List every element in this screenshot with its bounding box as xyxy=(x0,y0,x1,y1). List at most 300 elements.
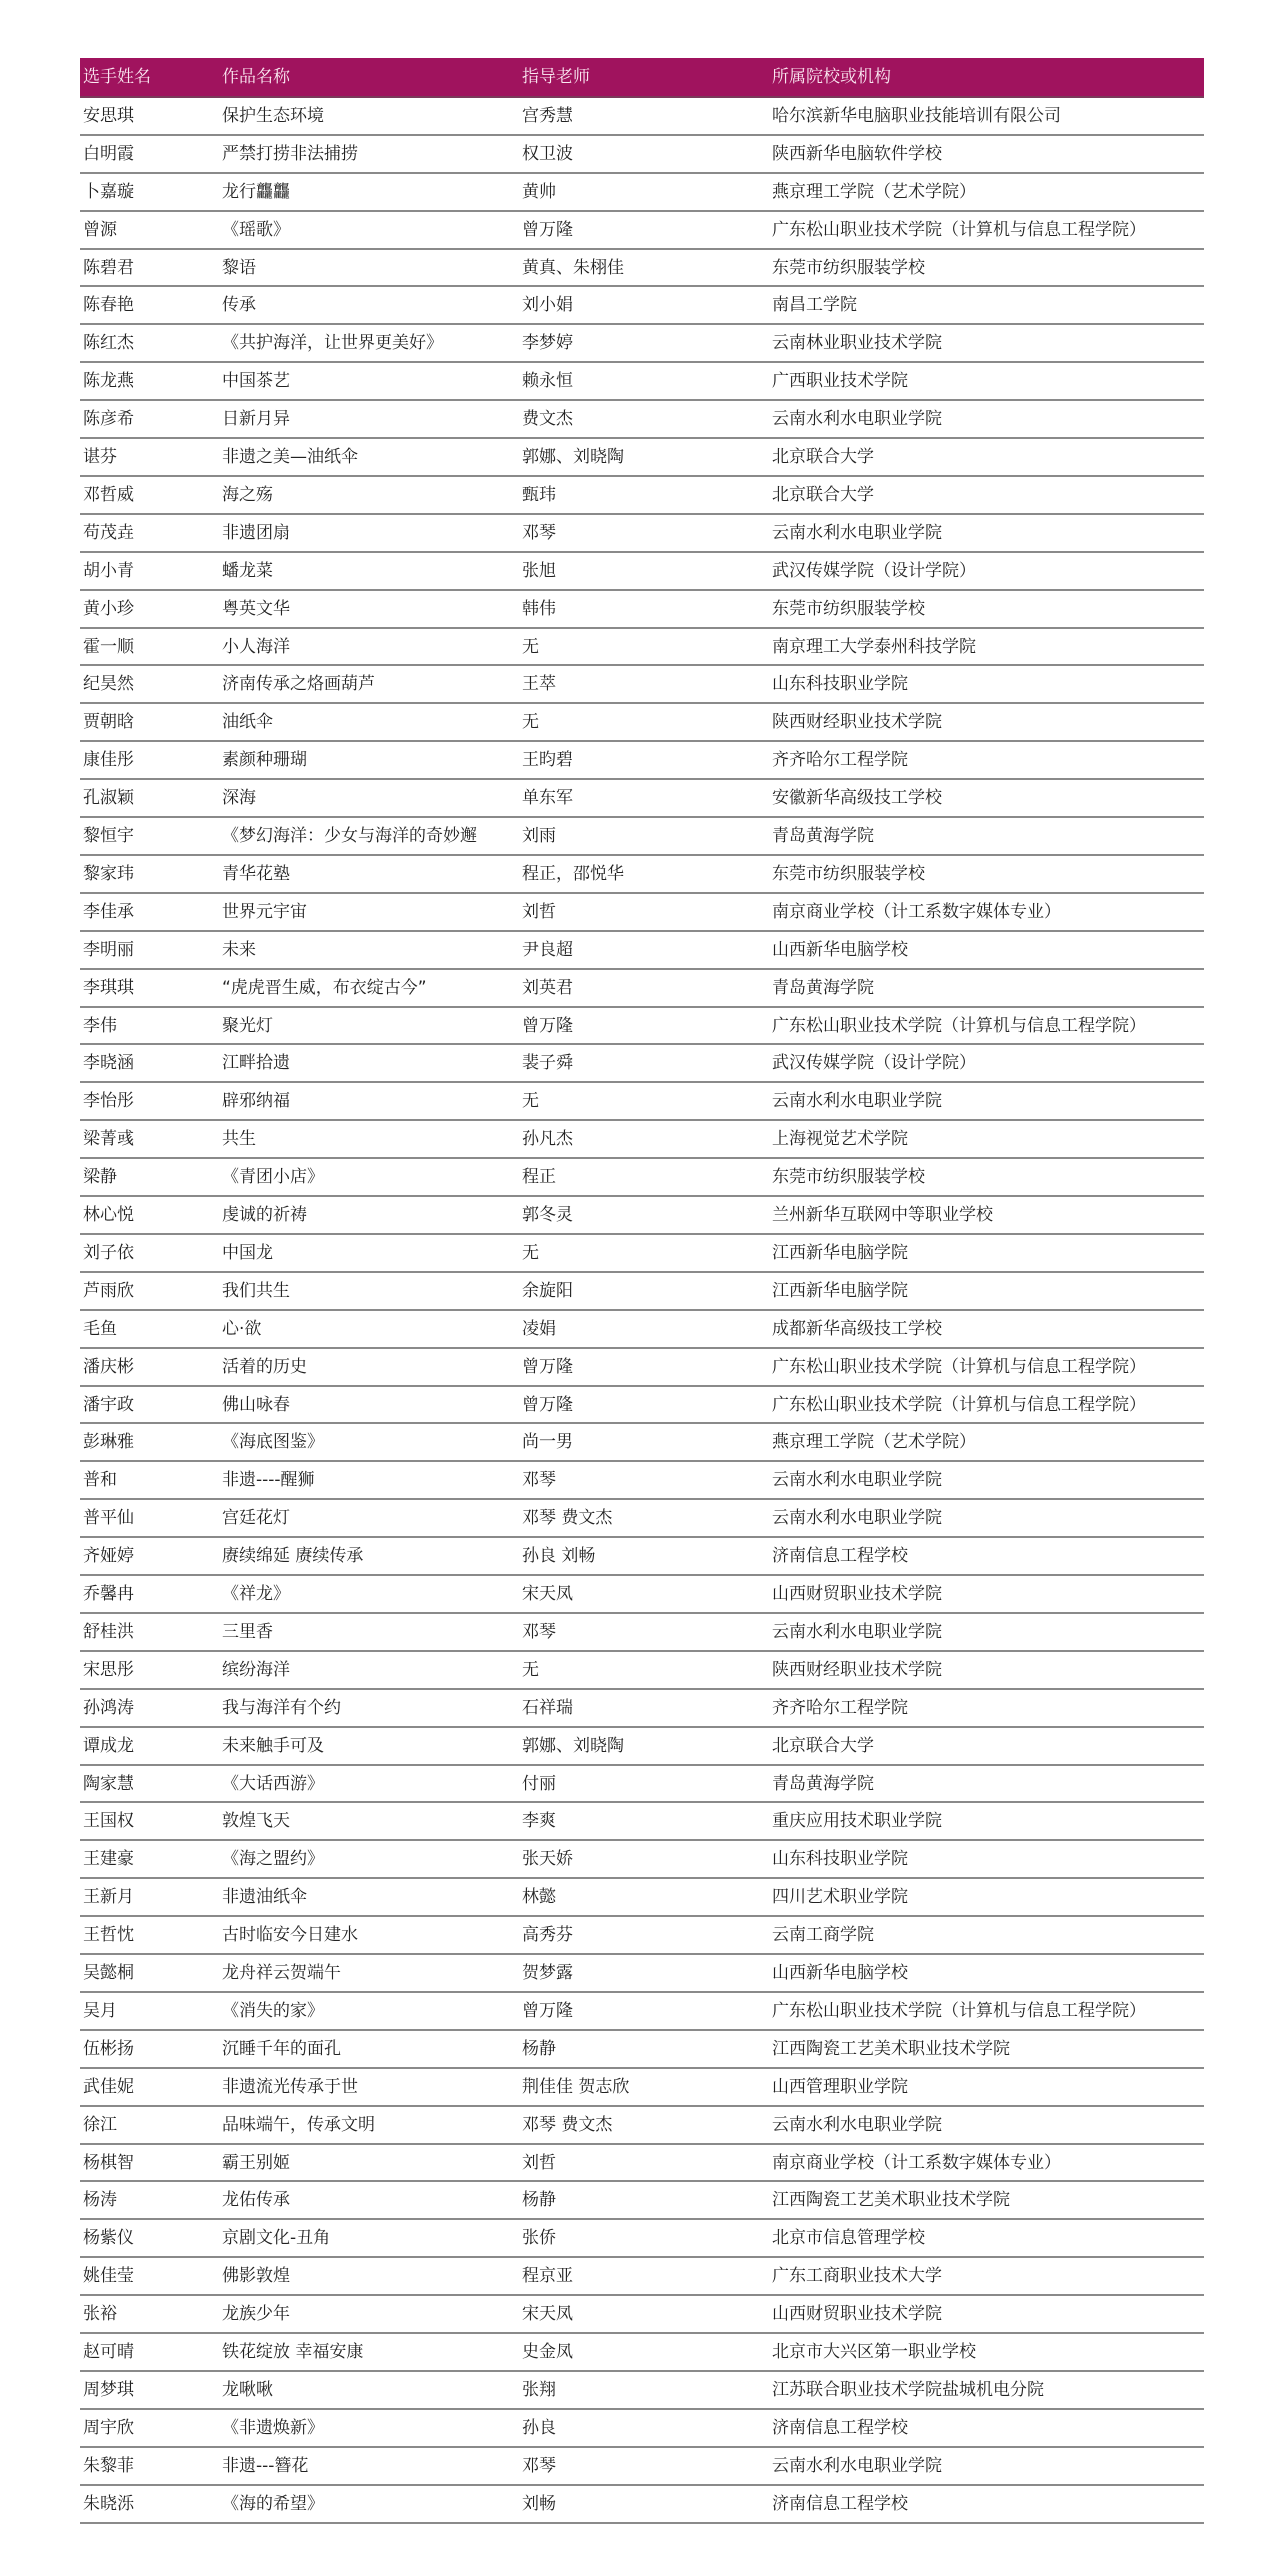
cell-name: 安思琪 xyxy=(83,106,134,126)
cell-work: 品味端午，传承文明 xyxy=(222,2114,375,2135)
table-row xyxy=(80,1311,1204,1349)
cell-teacher: 程京亚 xyxy=(522,2266,573,2287)
cell-work: 辟邪纳福 xyxy=(222,1091,290,1112)
cell-institution: 云南水利水电职业学院 xyxy=(772,1621,942,1642)
cell-institution: 北京联合大学 xyxy=(772,446,874,467)
cell-work: 《海之盟约》 xyxy=(222,1849,324,1870)
cell-institution: 青岛黄海学院 xyxy=(772,825,874,846)
table-row xyxy=(80,2220,1204,2258)
cell-teacher: 黄真、朱栩佳 xyxy=(522,257,624,278)
cell-work: 中国茶艺 xyxy=(222,371,290,392)
table-row xyxy=(80,287,1204,325)
cell-teacher: 无 xyxy=(522,1659,539,1680)
table-row xyxy=(80,1652,1204,1690)
cell-work: 活着的历史 xyxy=(222,1356,307,1377)
table-row xyxy=(80,1500,1204,1538)
cell-name: 刘子依 xyxy=(83,1242,134,1263)
cell-name: 李晓涵 xyxy=(83,1053,134,1074)
cell-work: 龙舟祥云贺端午 xyxy=(222,1962,341,1983)
cell-work: 我们共生 xyxy=(222,1280,290,1301)
cell-work: 严禁打捞非法捕捞 xyxy=(222,143,358,164)
cell-work: 龙佑传承 xyxy=(222,2190,290,2211)
cell-name: 吴月 xyxy=(83,2000,117,2021)
cell-institution: 济南信息工程学校 xyxy=(772,1546,908,1567)
cell-teacher: 李爽 xyxy=(522,1811,556,1832)
cell-teacher: 孙良 刘畅 xyxy=(522,1546,596,1567)
cell-institution: 青岛黄海学院 xyxy=(772,1773,874,1794)
cell-name: 王哲忱 xyxy=(83,1925,134,1946)
cell-institution: 山东科技职业学院 xyxy=(772,1849,908,1870)
cell-name: 吴懿桐 xyxy=(83,1962,134,1983)
table-row xyxy=(80,894,1204,932)
table-row xyxy=(80,477,1204,515)
cell-institution: 云南水利水电职业学院 xyxy=(772,2455,942,2476)
cell-teacher: 付丽 xyxy=(522,1773,556,1794)
cell-institution: 上海视觉艺术学院 xyxy=(772,1129,908,1150)
cell-name: 齐娅婷 xyxy=(83,1546,134,1567)
table-row xyxy=(80,401,1204,439)
cell-institution: 山西财贸职业技术学院 xyxy=(772,2304,942,2325)
cell-teacher: 费文杰 xyxy=(522,409,573,430)
cell-teacher: 李梦婷 xyxy=(522,333,573,354)
cell-teacher: 贺梦露 xyxy=(522,1962,573,1983)
cell-name: 潘宇政 xyxy=(83,1394,134,1415)
cell-teacher: 史金凤 xyxy=(522,2341,573,2362)
cell-teacher: 无 xyxy=(522,636,539,657)
cell-institution: 广西职业技术学院 xyxy=(772,371,908,392)
cell-teacher: 无 xyxy=(522,712,539,733)
cell-name: 舒桂洪 xyxy=(83,1621,134,1642)
cell-work: 《梦幻海洋：少女与海洋的奇妙邂 xyxy=(222,825,477,846)
cell-institution: 陕西新华电脑软件学校 xyxy=(772,143,942,164)
cell-work: 《瑶歌》 xyxy=(222,219,290,240)
cell-name: 朱黎菲 xyxy=(83,2455,134,2476)
cell-institution: 重庆应用技术职业学院 xyxy=(772,1811,942,1832)
cell-work: 未来触手可及 xyxy=(222,1735,324,1756)
table-row xyxy=(80,1955,1204,1993)
table-row xyxy=(80,325,1204,363)
cell-teacher: 黄帅 xyxy=(522,181,556,202)
cell-name: 纪昊然 xyxy=(83,674,134,695)
cell-work: 深海 xyxy=(222,788,256,809)
cell-work: 《海底图鉴》 xyxy=(222,1432,324,1453)
cell-work: 缤纷海洋 xyxy=(222,1659,290,1680)
cell-work: 青华花塾 xyxy=(222,863,290,884)
cell-work: 济南传承之烙画葫芦 xyxy=(222,674,375,695)
cell-institution: 云南水利水电职业学院 xyxy=(772,1508,942,1529)
cell-name: 彭琳雅 xyxy=(83,1432,134,1453)
cell-name: 卜嘉璇 xyxy=(83,181,134,202)
cell-institution: 云南水利水电职业学院 xyxy=(772,1091,942,1112)
table-row xyxy=(80,2448,1204,2486)
cell-work: 敦煌飞天 xyxy=(222,1811,290,1832)
cell-institution: 云南水利水电职业学院 xyxy=(772,1470,942,1491)
cell-name: 霍一顺 xyxy=(83,636,134,657)
cell-work: 非遗流光传承于世 xyxy=(222,2076,358,2097)
cell-name: 李佳承 xyxy=(83,901,134,922)
cell-name: 伍彬扬 xyxy=(83,2038,134,2059)
cell-work: 《消失的家》 xyxy=(222,2000,324,2021)
cell-institution: 江西陶瓷工艺美术职业技术学院 xyxy=(772,2038,1010,2059)
table-row xyxy=(80,2107,1204,2145)
cell-teacher: 孙良 xyxy=(522,2417,556,2438)
cell-work: 我与海洋有个约 xyxy=(222,1697,341,1718)
table-row xyxy=(80,553,1204,591)
cell-teacher: 余旋阳 xyxy=(522,1280,573,1301)
cell-name: 白明霞 xyxy=(83,143,134,164)
cell-institution: 广东松山职业技术学院（计算机与信息工程学院） xyxy=(772,1394,1146,1415)
table-row xyxy=(80,1841,1204,1879)
table-row xyxy=(80,780,1204,818)
cell-teacher: 甄玮 xyxy=(522,484,556,505)
cell-work: “虎虎晋生威，布衣绽古今” xyxy=(222,977,427,998)
table-row xyxy=(80,666,1204,704)
table-row xyxy=(80,363,1204,401)
header-name: 选手姓名 xyxy=(83,67,151,87)
cell-work: 共生 xyxy=(222,1129,256,1150)
cell-teacher: 张翔 xyxy=(522,2379,556,2400)
cell-teacher: 尚一男 xyxy=(522,1432,573,1453)
cell-name: 谭成龙 xyxy=(83,1735,134,1756)
cell-teacher: 尹良超 xyxy=(522,939,573,960)
table-body xyxy=(80,98,1204,2524)
cell-teacher: 郭娜、刘晓陶 xyxy=(522,1735,624,1756)
cell-work: 古时临安今日建水 xyxy=(222,1925,358,1946)
table-row xyxy=(80,2410,1204,2448)
cell-teacher: 邓琴 xyxy=(522,2455,556,2476)
cell-name: 曾源 xyxy=(83,219,117,240)
cell-work: 佛影敦煌 xyxy=(222,2266,290,2287)
cell-name: 武佳妮 xyxy=(83,2076,134,2097)
cell-name: 周宇欣 xyxy=(83,2417,134,2438)
cell-institution: 兰州新华互联网中等职业学校 xyxy=(772,1204,993,1225)
cell-work: 虔诚的祈祷 xyxy=(222,1204,307,1225)
cell-teacher: 权卫波 xyxy=(522,143,573,164)
cell-name: 康佳彤 xyxy=(83,750,134,771)
cell-name: 潘庆彬 xyxy=(83,1356,134,1377)
cell-institution: 山东科技职业学院 xyxy=(772,674,908,695)
table-row xyxy=(80,1576,1204,1614)
cell-institution: 云南水利水电职业学院 xyxy=(772,2114,942,2135)
table-row xyxy=(80,704,1204,742)
cell-institution: 济南信息工程学校 xyxy=(772,2417,908,2438)
cell-institution: 南昌工学院 xyxy=(772,295,857,316)
cell-work: 龙啾啾 xyxy=(222,2379,273,2400)
cell-institution: 陕西财经职业技术学院 xyxy=(772,1659,942,1680)
cell-teacher: 孙凡杰 xyxy=(522,1129,573,1150)
table-header xyxy=(80,58,1204,98)
cell-work: 赓续绵延 赓续传承 xyxy=(222,1546,364,1567)
cell-institution: 山西新华电脑学校 xyxy=(772,939,908,960)
cell-institution: 北京市信息管理学校 xyxy=(772,2228,925,2249)
table-row xyxy=(80,1387,1204,1425)
cell-teacher: 杨静 xyxy=(522,2038,556,2059)
cell-institution: 山西新华电脑学校 xyxy=(772,1962,908,1983)
cell-work: 素颜种珊瑚 xyxy=(222,750,307,771)
cell-work: 《共护海洋，让世界更美好》 xyxy=(222,333,443,354)
cell-name: 林心悦 xyxy=(83,1204,134,1225)
table-row xyxy=(80,1349,1204,1387)
cell-teacher: 刘小娟 xyxy=(522,295,573,316)
cell-name: 王国权 xyxy=(83,1811,134,1832)
table-row xyxy=(80,1197,1204,1235)
cell-teacher: 石祥瑞 xyxy=(522,1697,573,1718)
cell-teacher: 刘哲 xyxy=(522,2152,556,2173)
cell-teacher: 郭娜、刘晓陶 xyxy=(522,446,624,467)
table-row xyxy=(80,1690,1204,1728)
table-row xyxy=(80,591,1204,629)
cell-work: 《青团小店》 xyxy=(222,1167,324,1188)
cell-institution: 武汉传媒学院（设计学院） xyxy=(772,1053,976,1074)
table-row xyxy=(80,1008,1204,1046)
cell-name: 胡小青 xyxy=(83,560,134,581)
cell-work: 日新月异 xyxy=(222,409,290,430)
cell-name: 杨棋智 xyxy=(83,2152,134,2173)
cell-name: 孔淑颖 xyxy=(83,788,134,809)
cell-name: 苟茂垚 xyxy=(83,522,134,543)
table-row xyxy=(80,439,1204,477)
cell-institution: 哈尔滨新华电脑职业技能培训有限公司 xyxy=(772,106,1061,126)
table-row xyxy=(80,2031,1204,2069)
cell-teacher: 程正 xyxy=(522,1167,556,1188)
cell-name: 李伟 xyxy=(83,1015,117,1036)
header-work: 作品名称 xyxy=(222,67,290,87)
cell-teacher: 宋天凤 xyxy=(522,1583,573,1604)
cell-institution: 成都新华高级技工学校 xyxy=(772,1318,942,1339)
cell-work: 聚光灯 xyxy=(222,1015,273,1036)
table-row xyxy=(80,818,1204,856)
cell-name: 芦雨欣 xyxy=(83,1280,134,1301)
table-row xyxy=(80,212,1204,250)
table-row xyxy=(80,1424,1204,1462)
table-row xyxy=(80,742,1204,780)
cell-teacher: 张天娇 xyxy=(522,1849,573,1870)
table-row xyxy=(80,1766,1204,1804)
table-row xyxy=(80,1235,1204,1273)
cell-institution: 广东松山职业技术学院（计算机与信息工程学院） xyxy=(772,219,1146,240)
cell-institution: 江苏联合职业技术学院盐城机电分院 xyxy=(772,2379,1044,2400)
cell-institution: 北京联合大学 xyxy=(772,1735,874,1756)
cell-institution: 东莞市纺织服装学校 xyxy=(772,598,925,619)
cell-institution: 广东松山职业技术学院（计算机与信息工程学院） xyxy=(772,1015,1146,1036)
cell-teacher: 刘雨 xyxy=(522,825,556,846)
cell-work: 蟠龙菜 xyxy=(222,560,273,581)
cell-institution: 江西新华电脑学院 xyxy=(772,1280,908,1301)
cell-name: 徐江 xyxy=(83,2114,117,2135)
cell-name: 邓哲威 xyxy=(83,484,134,505)
cell-name: 杨紫仪 xyxy=(83,2228,134,2249)
cell-work: 《海的希望》 xyxy=(222,2493,324,2514)
cell-name: 孙鸿涛 xyxy=(83,1697,134,1718)
cell-work: 小人海洋 xyxy=(222,636,290,657)
cell-teacher: 杨静 xyxy=(522,2190,556,2211)
cell-name: 梁菁彧 xyxy=(83,1129,134,1150)
cell-teacher: 韩伟 xyxy=(522,598,556,619)
cell-teacher: 曾万隆 xyxy=(522,1356,573,1377)
cell-work: 中国龙 xyxy=(222,1242,273,1263)
cell-name: 乔馨冉 xyxy=(83,1583,134,1604)
table-row xyxy=(80,2486,1204,2524)
cell-name: 李琪琪 xyxy=(83,977,134,998)
cell-institution: 东莞市纺织服装学校 xyxy=(772,257,925,278)
table-row xyxy=(80,932,1204,970)
cell-institution: 山西管理职业学院 xyxy=(772,2076,908,2097)
table-row xyxy=(80,1538,1204,1576)
table-row xyxy=(80,174,1204,212)
cell-teacher: 刘哲 xyxy=(522,901,556,922)
cell-work: 保护生态环境 xyxy=(222,106,324,126)
cell-teacher: 单东军 xyxy=(522,788,573,809)
cell-institution: 燕京理工学院（艺术学院） xyxy=(772,181,976,202)
cell-institution: 南京商业学校（计工系数字媒体专业） xyxy=(772,2152,1061,2173)
cell-work: 霸王别姬 xyxy=(222,2152,290,2173)
table-row xyxy=(80,1159,1204,1197)
cell-teacher: 赖永恒 xyxy=(522,371,573,392)
cell-work: 《祥龙》 xyxy=(222,1583,290,1604)
cell-work: 佛山咏春 xyxy=(222,1394,290,1415)
cell-teacher: 宋天凤 xyxy=(522,2304,573,2325)
cell-institution: 南京理工大学泰州科技学院 xyxy=(772,636,976,657)
cell-work: 心·欲 xyxy=(222,1318,262,1339)
cell-work: 京剧文化-丑角 xyxy=(222,2228,331,2249)
cell-work: 非遗----醒狮 xyxy=(222,1470,315,1491)
cell-institution: 齐齐哈尔工程学院 xyxy=(772,750,908,771)
cell-teacher: 程正，邵悦华 xyxy=(522,863,624,884)
cell-institution: 广东工商职业技术大学 xyxy=(772,2266,942,2287)
cell-name: 王新月 xyxy=(83,1887,134,1908)
cell-work: 宫廷花灯 xyxy=(222,1508,290,1529)
cell-name: 陈龙燕 xyxy=(83,371,134,392)
cell-work: 铁花绽放 幸福安康 xyxy=(222,2341,364,2362)
table-row xyxy=(80,136,1204,174)
cell-teacher: 邓琴 xyxy=(522,522,556,543)
cell-name: 梁静 xyxy=(83,1167,117,1188)
cell-name: 李明丽 xyxy=(83,939,134,960)
cell-name: 张裕 xyxy=(83,2304,117,2325)
cell-work: 粤英文华 xyxy=(222,598,290,619)
table-row xyxy=(80,1462,1204,1500)
cell-name: 黄小珍 xyxy=(83,598,134,619)
cell-name: 赵可晴 xyxy=(83,2341,134,2362)
table-row xyxy=(80,2258,1204,2296)
cell-institution: 齐齐哈尔工程学院 xyxy=(772,1697,908,1718)
cell-name: 普和 xyxy=(83,1470,117,1491)
cell-institution: 四川艺术职业学院 xyxy=(772,1887,908,1908)
table-row xyxy=(80,1993,1204,2031)
cell-institution: 云南水利水电职业学院 xyxy=(772,522,942,543)
cell-name: 毛鱼 xyxy=(83,1318,117,1339)
cell-teacher: 无 xyxy=(522,1091,539,1112)
cell-institution: 云南工商学院 xyxy=(772,1925,874,1946)
table-row xyxy=(80,1045,1204,1083)
cell-teacher: 曾万隆 xyxy=(522,2000,573,2021)
cell-institution: 陕西财经职业技术学院 xyxy=(772,712,942,733)
cell-institution: 广东松山职业技术学院（计算机与信息工程学院） xyxy=(772,2000,1146,2021)
cell-teacher: 高秀芬 xyxy=(522,1925,573,1946)
cell-work: 传承 xyxy=(222,295,256,316)
cell-work: 非遗油纸伞 xyxy=(222,1887,307,1908)
table-row xyxy=(80,856,1204,894)
cell-work: 《非遗焕新》 xyxy=(222,2417,324,2438)
cell-institution: 东莞市纺织服装学校 xyxy=(772,863,925,884)
table-row xyxy=(80,1803,1204,1841)
header-teacher: 指导老师 xyxy=(522,67,590,87)
cell-name: 王建豪 xyxy=(83,1849,134,1870)
header-institution: 所属院校或机构 xyxy=(772,67,891,87)
participants-table xyxy=(80,58,1204,2524)
cell-teacher: 裴子舜 xyxy=(522,1053,573,1074)
cell-institution: 武汉传媒学院（设计学院） xyxy=(772,560,976,581)
cell-work: 龙行龘龘 xyxy=(222,181,290,202)
cell-institution: 济南信息工程学校 xyxy=(772,2493,908,2514)
cell-name: 黎家玮 xyxy=(83,863,134,884)
table-row xyxy=(80,629,1204,667)
cell-name: 谌芬 xyxy=(83,446,117,467)
cell-institution: 江西陶瓷工艺美术职业技术学院 xyxy=(772,2190,1010,2211)
cell-work: 沉睡千年的面孔 xyxy=(222,2038,341,2059)
cell-name: 陈碧君 xyxy=(83,257,134,278)
cell-teacher: 荆佳佳 贺志欣 xyxy=(522,2076,630,2097)
cell-teacher: 邓琴 费文杰 xyxy=(522,2114,613,2135)
cell-work: 黎语 xyxy=(222,257,256,278)
cell-teacher: 张旭 xyxy=(522,560,556,581)
cell-institution: 燕京理工学院（艺术学院） xyxy=(772,1432,976,1453)
cell-teacher: 郭冬灵 xyxy=(522,1204,573,1225)
cell-work: 龙族少年 xyxy=(222,2304,290,2325)
table-row xyxy=(80,1614,1204,1652)
cell-name: 周梦琪 xyxy=(83,2379,134,2400)
cell-teacher: 曾万隆 xyxy=(522,219,573,240)
cell-institution: 安徽新华高级技工学校 xyxy=(772,788,942,809)
cell-work: 三里香 xyxy=(222,1621,273,1642)
cell-institution: 北京联合大学 xyxy=(772,484,874,505)
table-row xyxy=(80,2069,1204,2107)
table-row xyxy=(80,2372,1204,2410)
cell-institution: 山西财贸职业技术学院 xyxy=(772,1583,942,1604)
cell-name: 黎恒宇 xyxy=(83,825,134,846)
cell-work: 非遗团扇 xyxy=(222,522,290,543)
table-row xyxy=(80,1121,1204,1159)
table-row xyxy=(80,2182,1204,2220)
cell-teacher: 刘英君 xyxy=(522,977,573,998)
table-row xyxy=(80,1917,1204,1955)
cell-institution: 云南水利水电职业学院 xyxy=(772,409,942,430)
cell-teacher: 邓琴 费文杰 xyxy=(522,1508,613,1529)
table-row xyxy=(80,2334,1204,2372)
table-row xyxy=(80,2296,1204,2334)
cell-work: 世界元宇宙 xyxy=(222,901,307,922)
cell-teacher: 曾万隆 xyxy=(522,1015,573,1036)
table-row xyxy=(80,1273,1204,1311)
cell-name: 宋思彤 xyxy=(83,1659,134,1680)
cell-work: 江畔拾遗 xyxy=(222,1053,290,1074)
cell-name: 贾朝晗 xyxy=(83,712,134,733)
table-row xyxy=(80,1879,1204,1917)
cell-teacher: 凌娟 xyxy=(522,1318,556,1339)
cell-name: 陶家慧 xyxy=(83,1773,134,1794)
cell-teacher: 张侨 xyxy=(522,2228,556,2249)
cell-teacher: 邓琴 xyxy=(522,1470,556,1491)
cell-institution: 青岛黄海学院 xyxy=(772,977,874,998)
cell-teacher: 王昀碧 xyxy=(522,750,573,771)
table-row xyxy=(80,515,1204,553)
table-row xyxy=(80,98,1204,136)
cell-name: 陈红杰 xyxy=(83,333,134,354)
cell-name: 姚佳莹 xyxy=(83,2266,134,2287)
table-row xyxy=(80,2145,1204,2183)
cell-name: 陈彦希 xyxy=(83,409,134,430)
cell-institution: 东莞市纺织服装学校 xyxy=(772,1167,925,1188)
